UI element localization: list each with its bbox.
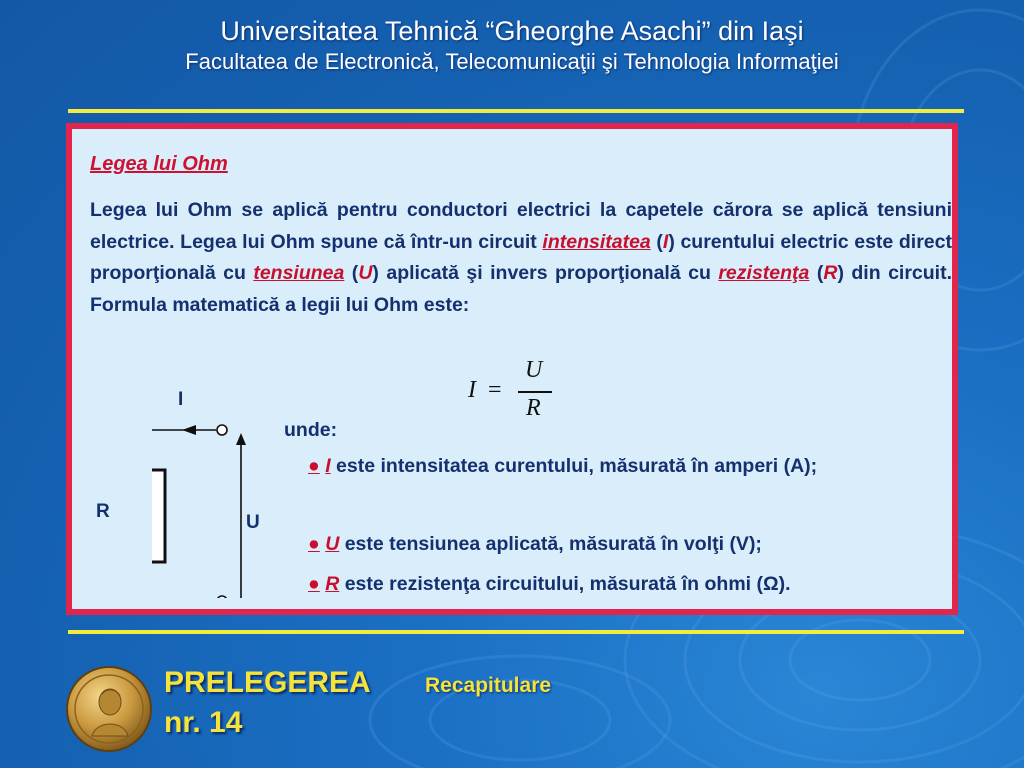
bullet-text: este tensiunea aplicată, măsurată în volţi (V); xyxy=(339,533,762,555)
bullet-current xyxy=(308,451,952,482)
bullet-symbol: I xyxy=(325,455,331,477)
lecture-subtitle: Recapitulare xyxy=(425,674,552,697)
fraction-bar xyxy=(518,391,552,393)
ohm-formula xyxy=(468,357,568,427)
formula-denominator: R xyxy=(526,395,541,421)
ohm-law-paragraph xyxy=(90,195,952,321)
lecture-number: nr. 14 xyxy=(164,706,243,739)
formula-lhs: I xyxy=(468,377,476,403)
term-symbol: R xyxy=(823,262,838,284)
resistor-symbol xyxy=(152,470,165,562)
bullet-text: este rezistenţa circuitului, măsurată în ohmi (Ω). xyxy=(339,573,791,595)
content-panel xyxy=(66,123,958,615)
unde-label: unde: xyxy=(284,419,338,441)
paragraph-text: ) aplicată şi invers proporţională cu xyxy=(372,262,719,284)
bullet-text: este intensitatea curentului, măsurată în amperi (A); xyxy=(330,455,818,477)
paragraph-text: ) curentului electric este direct proporţională cu xyxy=(90,230,952,284)
paragraph-text: ( xyxy=(344,262,359,284)
voltage-label: U xyxy=(246,512,260,533)
circuit-diagram xyxy=(152,383,252,598)
term-symbol: U xyxy=(358,262,373,284)
bullet-dot-icon: ● xyxy=(308,533,320,555)
bullet-dot-icon: ● xyxy=(308,455,320,477)
university-medal-logo xyxy=(66,666,152,752)
bullet-voltage xyxy=(308,529,762,560)
formula-numerator: U xyxy=(525,357,543,383)
lecture-label: PRELEGEREA xyxy=(164,666,371,699)
university-name: Universitatea Tehnică “Gheorghe Asachi” din Iaşi xyxy=(220,16,804,46)
slide-header xyxy=(0,14,1024,76)
bullet-symbol: U xyxy=(325,533,340,555)
voltage-arrow-icon xyxy=(236,433,246,445)
highlighted-term: tensiunea xyxy=(253,262,345,284)
paragraph-text: ) din circuit. Formula matematică a legii lui Ohm este: xyxy=(90,262,953,316)
footer-divider-line xyxy=(68,630,964,634)
terminal-top xyxy=(217,425,227,435)
terminal-bottom xyxy=(217,596,227,598)
highlighted-term: rezistenţa xyxy=(718,262,810,284)
resistor-label: R xyxy=(96,501,110,522)
current-arrow-icon xyxy=(182,425,196,435)
highlighted-term: intensitatea xyxy=(542,230,651,253)
paragraph-text: ( xyxy=(809,262,824,284)
paragraph-text: Legea lui Ohm se aplică pentru conductori electrici la capetele cărora se aplică tensiuni electrice. Legea lui Ohm spune că într-un circuit xyxy=(90,199,952,253)
section-title: Legea lui Ohm xyxy=(90,153,228,175)
paragraph-text: ( xyxy=(650,230,663,253)
bullet-dot-icon: ● xyxy=(308,573,320,595)
header-divider-line xyxy=(68,109,964,113)
bullet-symbol: R xyxy=(325,573,340,595)
term-symbol: I xyxy=(662,230,669,253)
bullet-resistance xyxy=(308,569,791,600)
formula-equals: = xyxy=(488,377,502,403)
faculty-name: Facultatea de Electronică, Telecomunicaţii şi Tehnologia Informaţiei xyxy=(185,49,839,74)
current-label: I xyxy=(178,389,184,410)
